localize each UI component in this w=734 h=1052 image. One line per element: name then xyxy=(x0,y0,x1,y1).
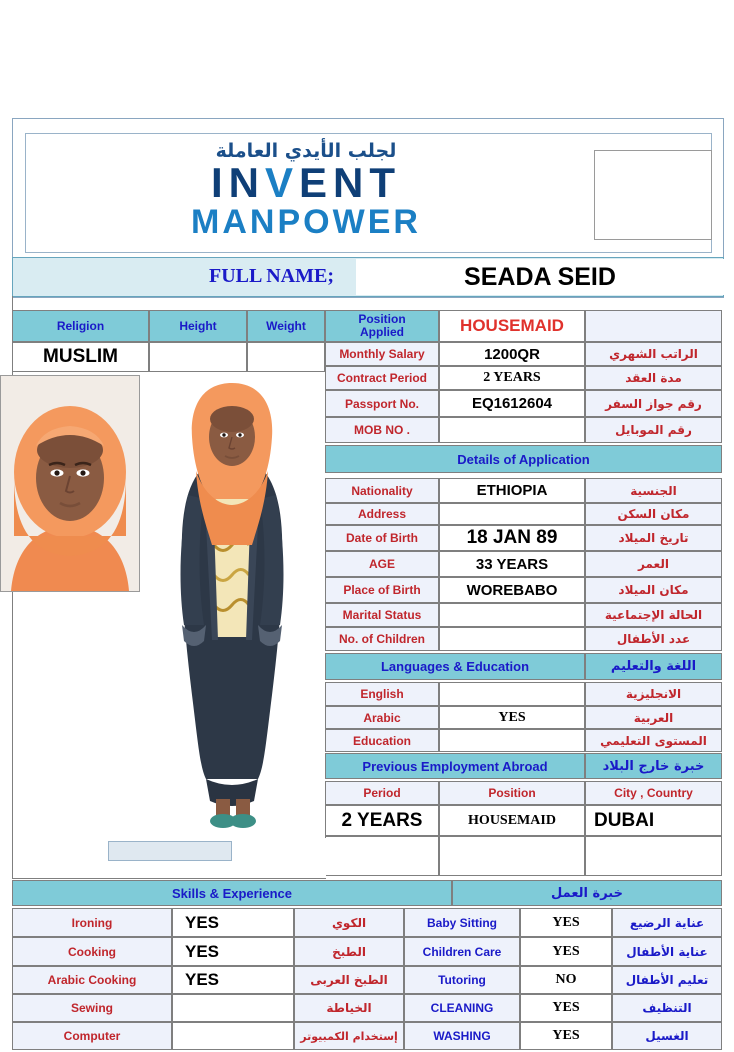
label-date-of-birth: Date of Birth xyxy=(325,525,439,551)
value-tutoring: NO xyxy=(520,966,612,994)
header-weight: Weight xyxy=(247,310,325,342)
value-religion: MUSLIM xyxy=(12,342,149,372)
value-cooking: YES xyxy=(172,937,294,966)
label-address: Address xyxy=(325,503,439,525)
value-arabic-cooking: YES xyxy=(172,966,294,994)
company-logo-text xyxy=(26,159,586,206)
label-cooking: Cooking xyxy=(12,937,172,966)
logo-in: IN xyxy=(210,159,265,206)
arabic-baby-sitting: عناية الرضيع xyxy=(612,908,722,937)
section-details-title: Details of Application xyxy=(325,445,722,473)
header-height: Height xyxy=(149,310,247,342)
full-name-bar xyxy=(12,257,724,297)
value-passport-no: EQ1612604 xyxy=(439,390,585,417)
arabic-cleaning: التنظيف xyxy=(612,994,722,1022)
value-baby-sitting: YES xyxy=(520,908,612,937)
value-monthly-salary: 1200QR xyxy=(439,342,585,366)
arabic-english: الانجليزية xyxy=(585,682,722,706)
section-employment-title: Previous Employment Abroad xyxy=(325,753,585,779)
arabic-mob-no: رقم الموبايل xyxy=(585,417,722,443)
arabic-nationality: الجنسية xyxy=(585,478,722,503)
value-place-of-birth: WOREBABO xyxy=(439,577,585,603)
label-age: AGE xyxy=(325,551,439,577)
logo-v: V xyxy=(264,159,299,206)
value-children-care: YES xyxy=(520,937,612,966)
arabic-no-of-children: عدد الأطفال xyxy=(585,627,722,651)
headshot-illustration xyxy=(1,376,139,591)
label-monthly-salary: Monthly Salary xyxy=(325,342,439,366)
label-ironing: Ironing xyxy=(12,908,172,937)
value-no-of-children xyxy=(439,627,585,651)
label-cleaning: CLEANING xyxy=(404,994,520,1022)
label-education: Education xyxy=(325,729,439,752)
value-english xyxy=(439,682,585,706)
arabic-contract-period: مدة العقد xyxy=(585,366,722,390)
value-education xyxy=(439,729,585,752)
value-period-2 xyxy=(325,836,439,876)
header-spacer-arabic xyxy=(585,310,722,342)
value-height xyxy=(149,342,247,372)
left-small-field-box xyxy=(108,841,232,861)
header-religion: Religion xyxy=(12,310,149,342)
arabic-arabic: العربية xyxy=(585,706,722,729)
arabic-monthly-salary: الراتب الشهري xyxy=(585,342,722,366)
label-english: English xyxy=(325,682,439,706)
value-washing: YES xyxy=(520,1022,612,1050)
arabic-place-of-birth: مكان الميلاد xyxy=(585,577,722,603)
header-position-applied: Position Applied xyxy=(325,310,439,342)
value-computer xyxy=(172,1022,294,1050)
applicant-fullbody-photo xyxy=(140,375,325,838)
value-position-1: HOUSEMAID xyxy=(439,805,585,836)
value-arabic: YES xyxy=(439,706,585,729)
arabic-tutoring: تعليم الأطفال xyxy=(612,966,722,994)
arabic-washing: الغسيل xyxy=(612,1022,722,1050)
arabic-computer: إستخدام الكمبيوتر xyxy=(294,1022,404,1050)
label-contract-period: Contract Period xyxy=(325,366,439,390)
arabic-date-of-birth: تاريخ الميلاد xyxy=(585,525,722,551)
value-mob-no xyxy=(439,417,585,443)
label-no-of-children: No. of Children xyxy=(325,627,439,651)
full-name-label: FULL NAME; xyxy=(209,265,334,287)
arabic-marital-status: الحالة الإجتماعية xyxy=(585,603,722,627)
value-nationality: ETHIOPIA xyxy=(439,478,585,503)
label-arabic: Arabic xyxy=(325,706,439,729)
arabic-age: العمر xyxy=(585,551,722,577)
full-name-value: SEADA SEID xyxy=(464,263,616,291)
header-city-country: City , Country xyxy=(585,781,722,805)
section-skills-arabic: خبرة العمل xyxy=(452,880,722,906)
arabic-sewing: الخياطة xyxy=(294,994,404,1022)
section-employment-arabic: خبرة خارج البلاد xyxy=(585,753,722,779)
arabic-address: مكان السكن xyxy=(585,503,722,525)
value-sewing xyxy=(172,994,294,1022)
value-city-country-1: DUBAI xyxy=(585,805,722,836)
header-position: Position xyxy=(439,781,585,805)
arabic-arabic-cooking: الطبخ العربى xyxy=(294,966,404,994)
value-position-applied: HOUSEMAID xyxy=(439,310,585,342)
value-age: 33 YEARS xyxy=(439,551,585,577)
value-ironing: YES xyxy=(172,908,294,937)
section-languages-arabic: اللغة والتعليم xyxy=(585,653,722,680)
label-washing: WASHING xyxy=(404,1022,520,1050)
arabic-passport-no: رقم جواز السفر xyxy=(585,390,722,417)
label-nationality: Nationality xyxy=(325,478,439,503)
label-mob-no: MOB NO . xyxy=(325,417,439,443)
arabic-cooking: الطبخ xyxy=(294,937,404,966)
label-arabic-cooking: Arabic Cooking xyxy=(12,966,172,994)
value-period-1: 2 YEARS xyxy=(325,805,439,836)
value-date-of-birth: 18 JAN 89 xyxy=(439,525,585,551)
label-baby-sitting: Baby Sitting xyxy=(404,908,520,937)
label-tutoring: Tutoring xyxy=(404,966,520,994)
applicant-headshot-photo xyxy=(0,375,140,592)
label-passport-no: Passport No. xyxy=(325,390,439,417)
value-weight xyxy=(247,342,325,372)
value-address xyxy=(439,503,585,525)
photo-placeholder-box xyxy=(594,150,712,240)
company-arabic-tagline: لجلب الأيدي العاملة xyxy=(215,140,397,162)
value-cleaning: YES xyxy=(520,994,612,1022)
value-contract-period: 2 YEARS xyxy=(439,366,585,390)
label-computer: Computer xyxy=(12,1022,172,1050)
fullbody-illustration xyxy=(140,375,325,838)
full-name-value-box xyxy=(356,259,724,295)
section-skills-title: Skills & Experience xyxy=(12,880,452,906)
arabic-children-care: عناية الأطفال xyxy=(612,937,722,966)
value-position-2 xyxy=(439,836,585,876)
label-sewing: Sewing xyxy=(12,994,172,1022)
arabic-ironing: الكوي xyxy=(294,908,404,937)
arabic-education: المستوى التعليمي xyxy=(585,729,722,752)
section-languages-title: Languages & Education xyxy=(325,653,585,680)
company-logo-subtext: MANPOWER xyxy=(191,203,421,241)
label-marital-status: Marital Status xyxy=(325,603,439,627)
logo-ent: ENT xyxy=(299,159,401,206)
header-period: Period xyxy=(325,781,439,805)
label-children-care: Children Care xyxy=(404,937,520,966)
label-place-of-birth: Place of Birth xyxy=(325,577,439,603)
value-city-country-2 xyxy=(585,836,722,876)
value-marital-status xyxy=(439,603,585,627)
